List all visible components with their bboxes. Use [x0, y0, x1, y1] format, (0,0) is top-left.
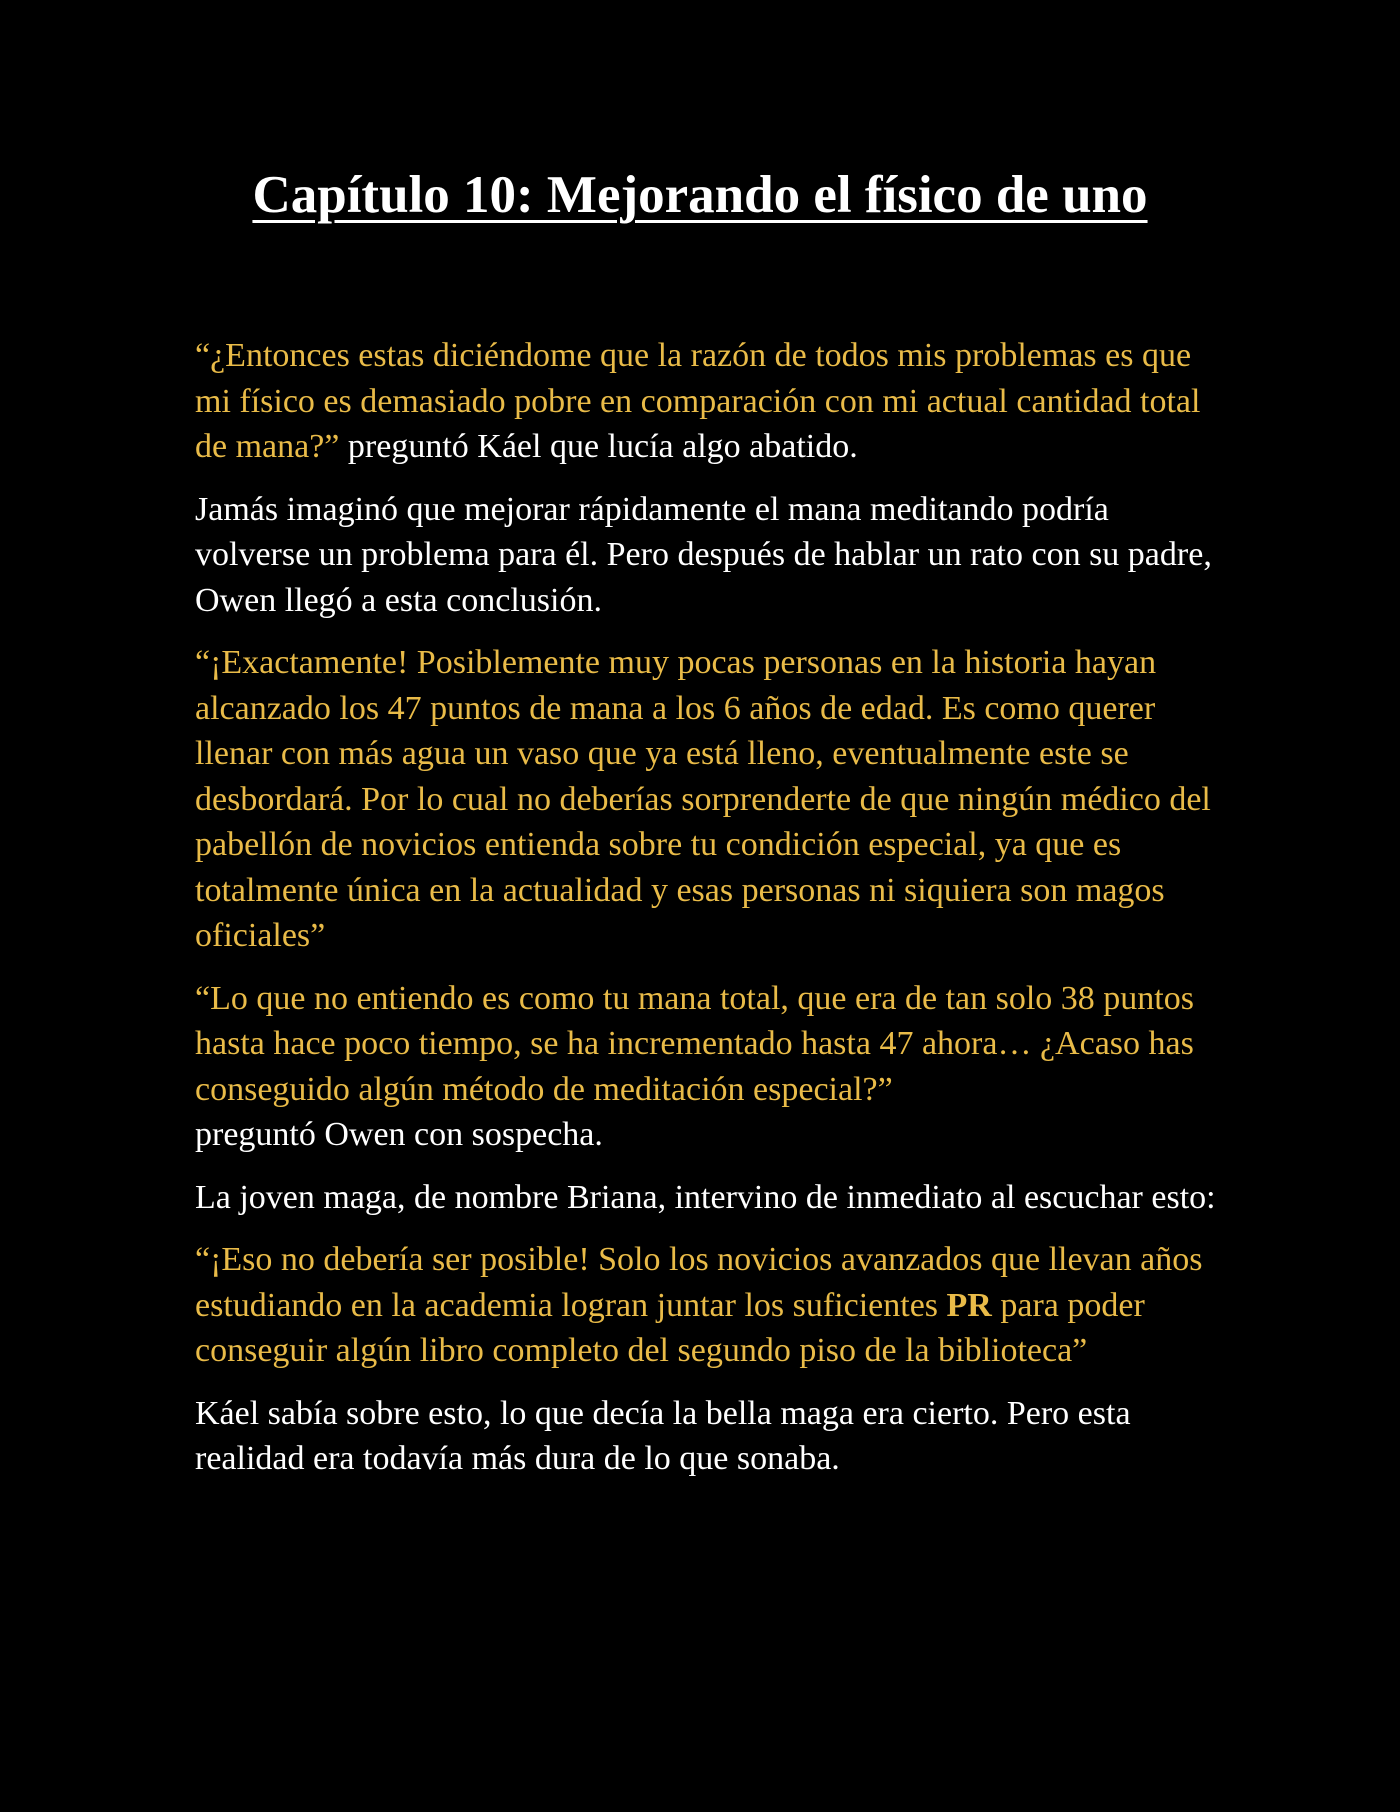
paragraph-4 — [195, 976, 1230, 1158]
dialogue-text: “¡Exactamente! Posiblemente muy pocas personas en la historia hayan alcanzado los 47 puntos de mana a los 6 años de edad. Es como querer llenar con más agua un vaso que ya está lleno, eventualmente este se desbordará. Por lo cual no deberías sorprenderte de que ningún médico del pabellón de novicios entienda sobre tu condición especial, ya que es totalmente única en la actualidad y esas personas ni siquiera son magos oficiales” — [195, 644, 1211, 954]
dialogue-text: “¿Entonces estas diciéndome que la razón de todos mis problemas es que mi físico es demasiado pobre en comparación con mi actual cantidad total de mana?” — [195, 337, 1201, 465]
dialogue-text: “Lo que no entiendo es como tu mana total, que era de tan solo 38 puntos hasta hace poco tiempo, se ha incrementado hasta 47 ahora… ¿Acaso has conseguido algún método de meditación especial?” — [195, 979, 1194, 1108]
paragraph-2 — [195, 487, 1230, 624]
narration-text: La joven maga, de nombre Briana, intervino de inmediato al escuchar esto: — [195, 1178, 1216, 1216]
narration-text: preguntó Owen con sospecha. — [195, 1116, 603, 1153]
paragraph-6 — [195, 1237, 1230, 1374]
dialogue-text: “¡Eso no debería ser posible! Solo los novicios avanzados que llevan años estudiando en la academia logran juntar los suficientes — [195, 1241, 1203, 1324]
dialogue-text: para poder conseguir algún libro completo del segundo piso de la biblioteca” — [195, 1286, 1145, 1369]
chapter-body — [195, 333, 1230, 1499]
narration-text: preguntó Káel que lucía algo abatido. — [339, 428, 858, 465]
narration-text: Káel sabía sobre esto, lo que decía la bella maga era cierto. Pero esta realidad era todavía más dura de lo que sonaba. — [195, 1394, 1131, 1477]
narration-text: Jamás imaginó que mejorar rápidamente el mana meditando podría volverse un problema para él. Pero después de hablar un rato con su padre, Owen llegó a esta conclusión. — [195, 490, 1212, 619]
chapter-title — [0, 160, 1400, 230]
paragraph-5 — [195, 1175, 1230, 1221]
paragraph-3 — [195, 640, 1230, 959]
chapter-title-text: Capítulo 10: Mejorando el físico de uno — [252, 166, 1148, 224]
dialogue-bold-term: PR — [946, 1286, 992, 1324]
paragraph-1 — [195, 333, 1230, 470]
paragraph-7 — [195, 1391, 1230, 1482]
